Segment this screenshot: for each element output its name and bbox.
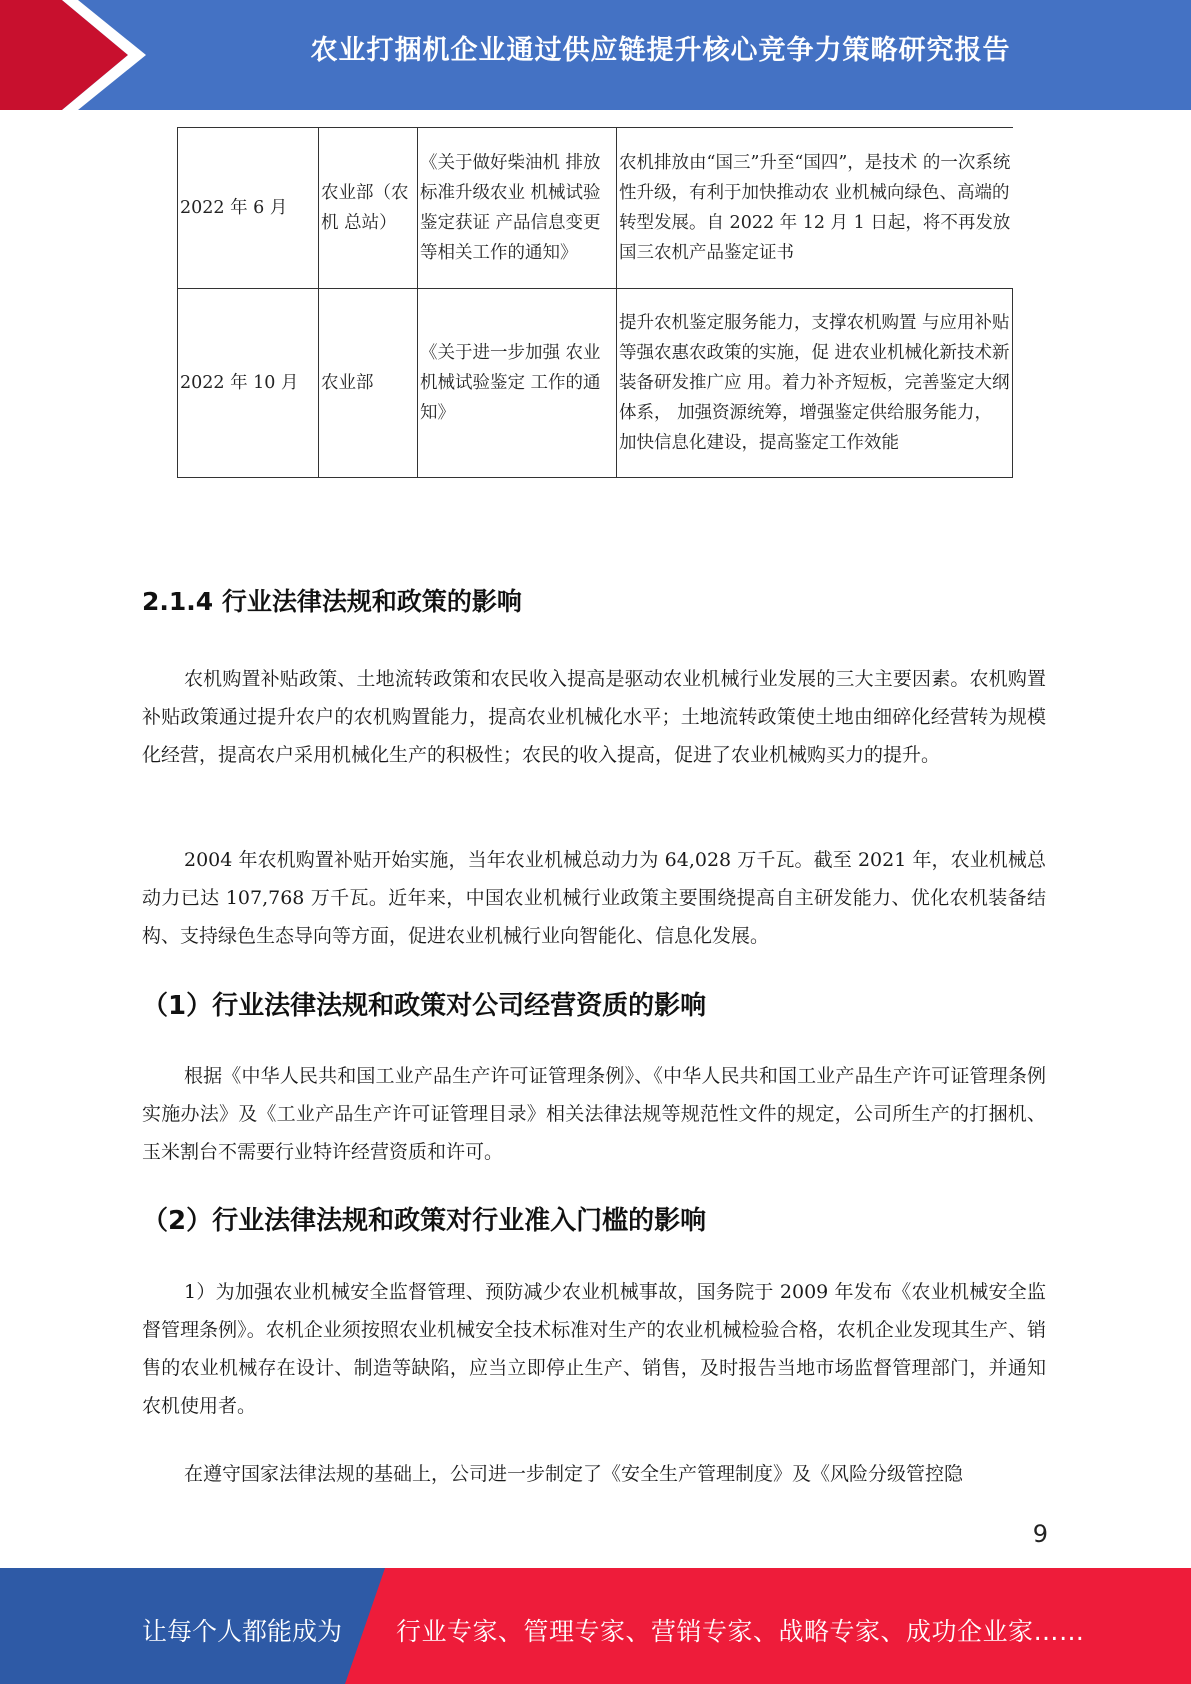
department-cell: 农业部（农机 总站）: [319, 128, 418, 289]
content-cell: 农机排放由“国三”升至“国四”，是技术 的一次系统性升级，有利于加快推动农 业机械向绿色、高端的转型发展。自 2022 年 12 月 1 日起，将不再发放国三农机产品鉴定证书: [617, 128, 1013, 289]
footer-slogan-left: 让每个人都能成为: [142, 1617, 343, 1646]
body-paragraph: 根据《中华人民共和国工业产品生产许可证管理条例》、《中华人民共和国工业产品生产许可证管理条例实施办法》及《工业产品生产许可证管理目录》相关法律法规等规范性文件的规定，公司所生产的打捆机、玉米割台不需要行业特许经营资质和许可。: [142, 1065, 1046, 1163]
body-paragraph: 农机购置补贴政策、土地流转政策和农民收入提高是驱动农业机械行业发展的三大主要因素。农机购置补贴政策通过提升农户的农机购置能力，提高农业机械化水平；土地流转政策使土地由细碎化经营转为规模化经营，提高农户采用机械化生产的积极性；农民的收入提高，促进了农业机械购买力的提升。: [142, 668, 1046, 766]
report-title: 农业打捆机企业通过供应链提升核心竞争力策略研究报告: [310, 35, 1011, 66]
header-arrow-decoration: [0, 0, 160, 110]
date-cell: 2022 年 10 月: [178, 289, 319, 478]
date-cell: 2022 年 6 月: [178, 128, 319, 289]
table-row: [178, 128, 1013, 289]
subsection-heading: （2）行业法律法规和政策对行业准入门槛的影响: [142, 1206, 707, 1236]
department-cell: 农业部: [319, 289, 418, 478]
page-header: [0, 0, 1191, 110]
content-cell: 提升农机鉴定服务能力，支撑农机购置 与应用补贴等强农惠农政策的实施，促 进农业机械化新技术新装备研发推广应 用。着力补齐短板，完善鉴定大纲体系， 加强资源统筹，增强鉴定供给服务能力， 加快信息化建设，提高鉴定工作效能: [617, 289, 1013, 478]
policy-table: [177, 127, 1013, 478]
subsection-heading: （1）行业法律法规和政策对公司经营资质的影响: [142, 991, 707, 1021]
body-paragraph: 在遵守国家法律法规的基础上，公司进一步制定了《安全生产管理制度》及《风险分级管控隐: [184, 1463, 964, 1485]
page-footer: [0, 1568, 1191, 1684]
document-cell: 《关于进一步加强 农业机械试验鉴定 工作的通知》: [418, 289, 617, 478]
page-number: 9: [1032, 1520, 1048, 1548]
footer-slogan-right: 行业专家、管理专家、营销专家、战略专家、成功企业家……: [396, 1617, 1085, 1646]
section-heading: 2.1.4 行业法律法规和政策的影响: [142, 587, 522, 616]
document-cell: 《关于做好柴油机 排放标准升级农业 机械试验鉴定获证 产品信息变更等相关工作的通知》: [418, 128, 617, 289]
body-paragraph: 2004 年农机购置补贴开始实施，当年农业机械总动力为 64,028 万千瓦。截至 2021 年，农业机械总动力已达 107,768 万千瓦。近年来，中国农业机械行业政策主要围绕提高自主研发能力、优化农机装备结构、支持绿色生态导向等方面，促进农业机械行业向智能化、信息化发展。: [142, 849, 1046, 947]
table-row: [178, 289, 1013, 478]
body-paragraph: 1）为加强农业机械安全监督管理、预防减少农业机械事故，国务院于 2009 年发布《农业机械安全监督管理条例》。农机企业须按照农业机械安全技术标准对生产的农业机械检验合格，农机企业发现其生产、销售的农业机械存在设计、制造等缺陷，应当立即停止生产、销售，及时报告当地市场监督管理部门，并通知农机使用者。: [142, 1281, 1046, 1417]
